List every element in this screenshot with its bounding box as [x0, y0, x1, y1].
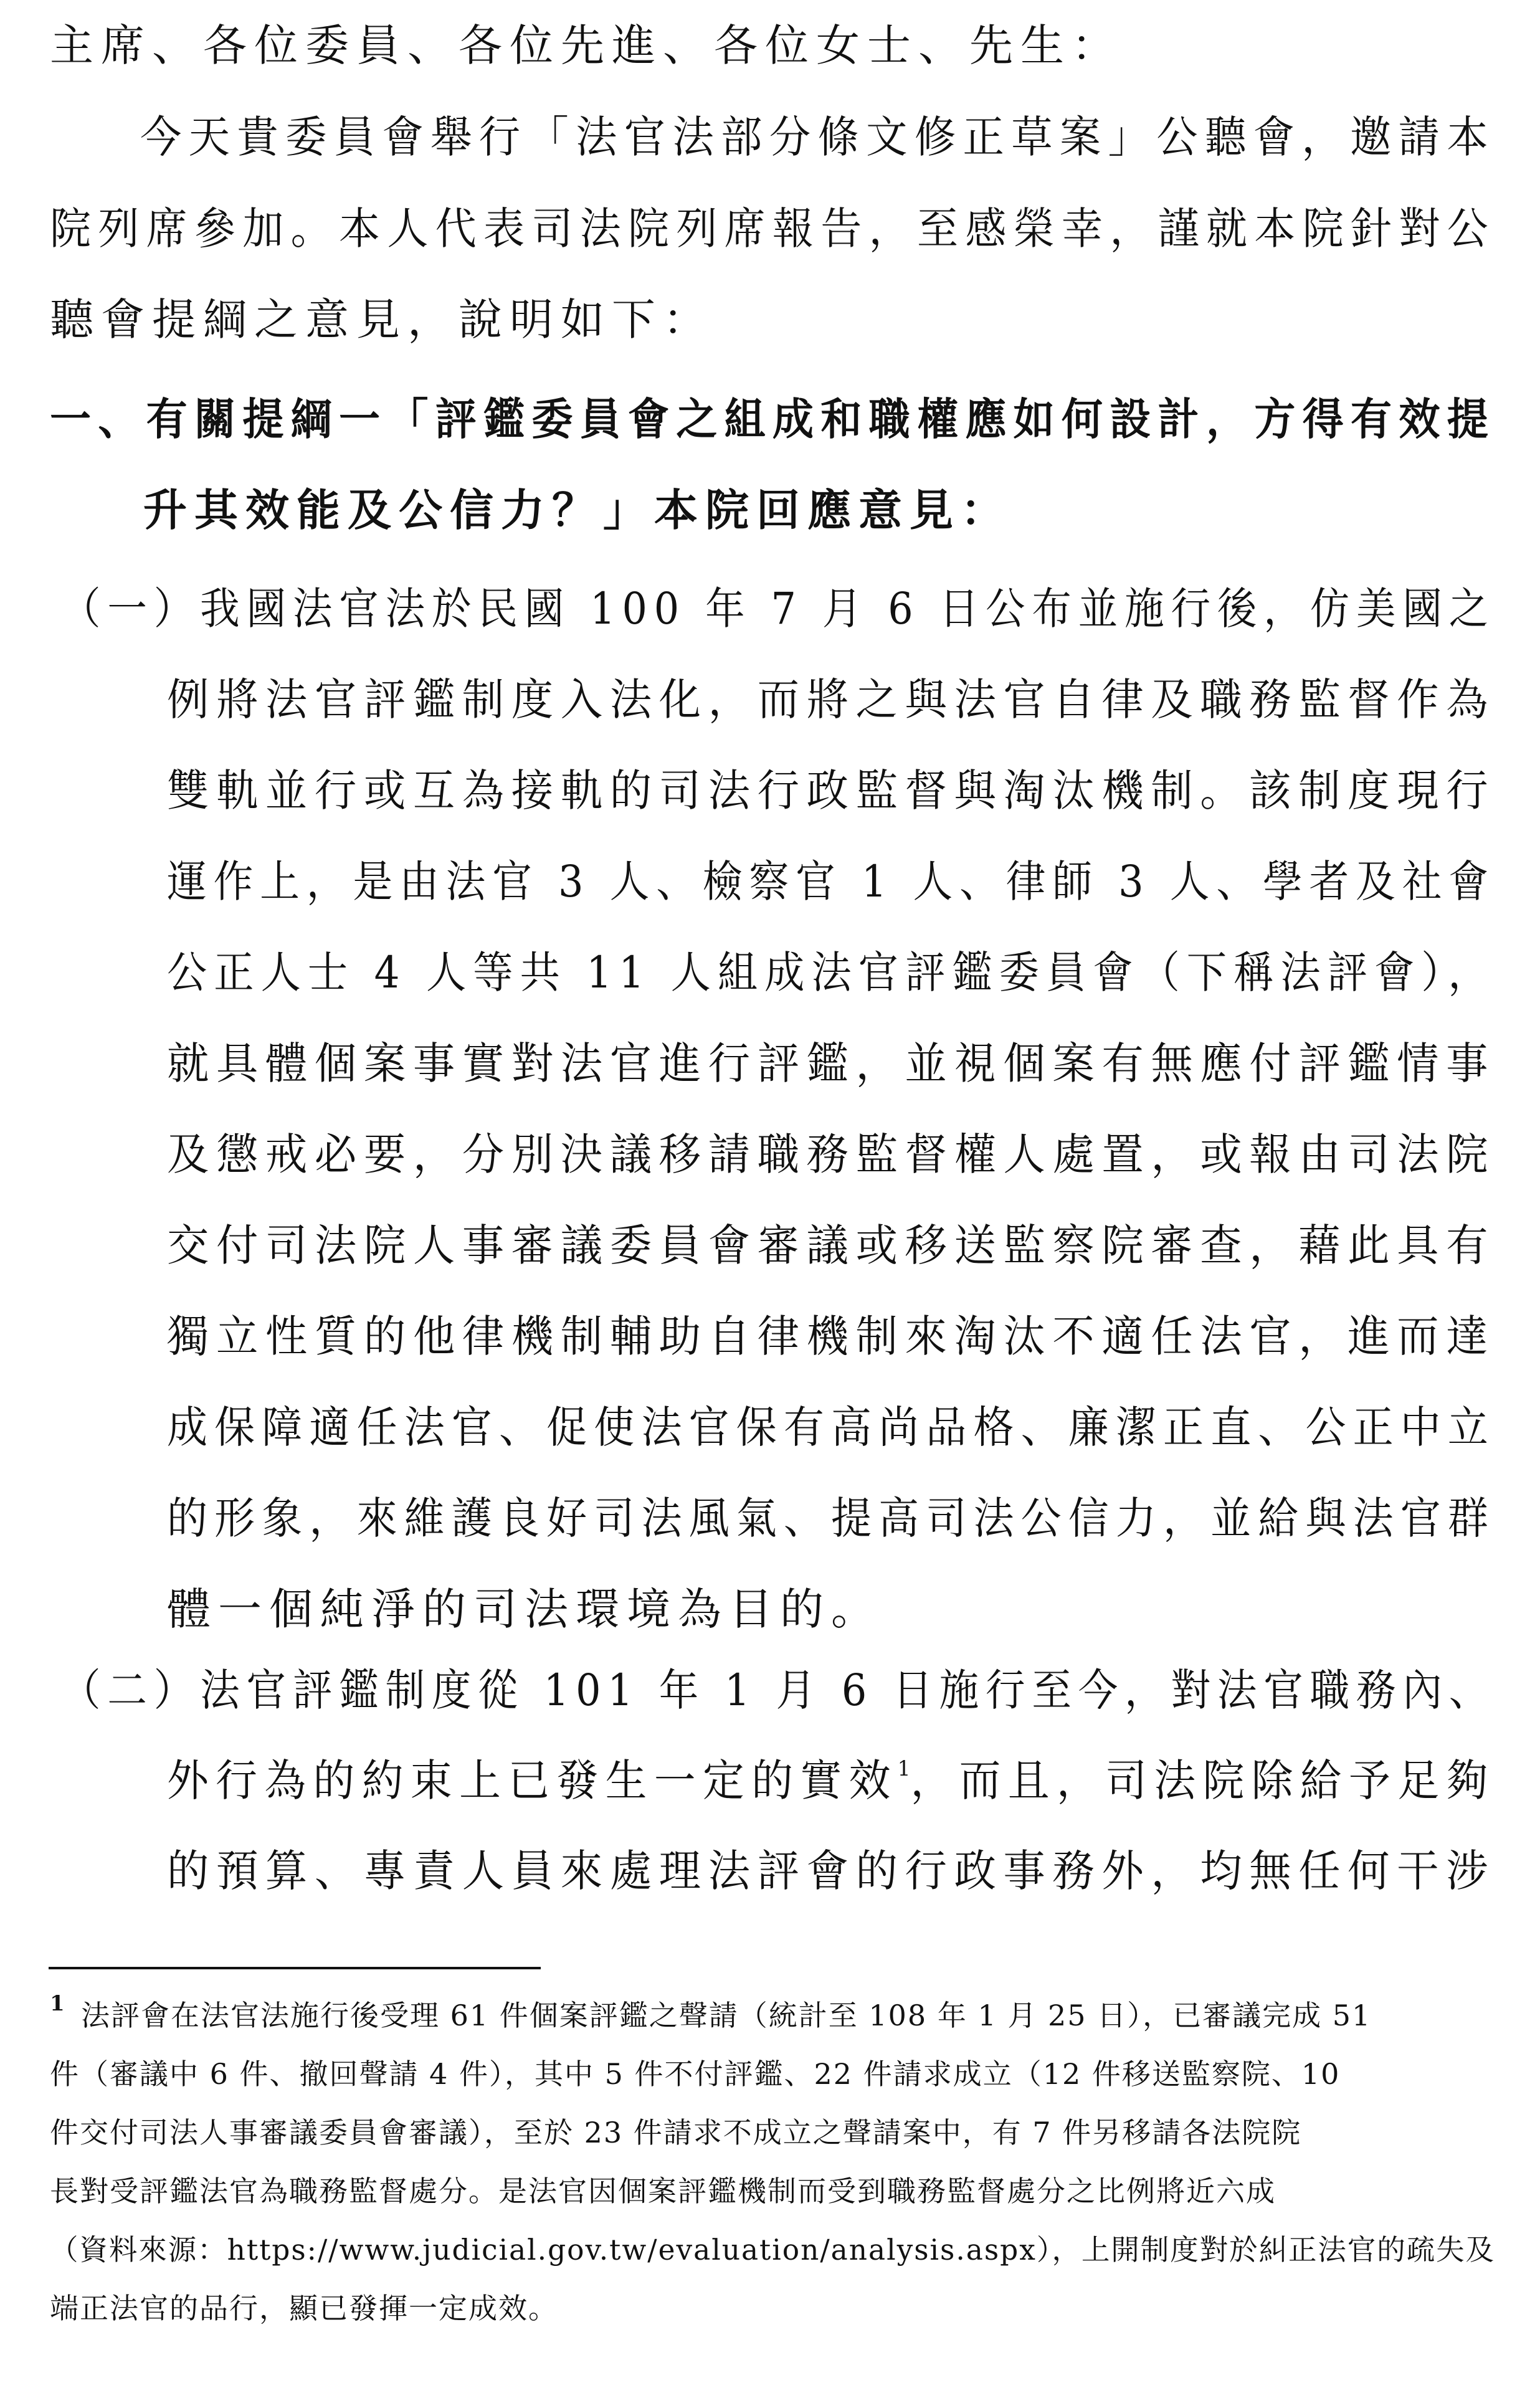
footnote-reference[interactable]: 1	[897, 1756, 911, 1781]
footnote-line-6: 端正法官的品行，顯已發揮一定成效。	[50, 2291, 558, 2325]
para1-line-5: 公正人士 4 人等共 11 人組成法官評鑑委員會（下稱法評會），	[167, 947, 1495, 998]
section1-heading-line-2: 升其效能及公信力？」本院回應意見：	[143, 484, 1012, 536]
footnote-line-3: 件交付司法人事審議委員會審議），至於 23 件請求不成立之聲請案中，有 7 件另移請各法院院	[50, 2116, 1302, 2149]
para1-line-10: 成保障適任法官、促使法官保有高尚品格、廉潔正直、公正中立	[167, 1402, 1496, 1453]
footnote-number: 1	[50, 1991, 65, 2016]
salutation: 主席、各位委員、各位先進、各位女士、先生：	[50, 20, 1123, 71]
para2-line-3: 的預算、專責人員來處理法評會的行政事務外，均無任何干涉	[167, 1845, 1496, 1896]
para2-line-2-text-a: 外行為的約束上已發生一定的實效	[167, 1755, 898, 1806]
para1-line-2: 例將法官評鑑制度入法化，而將之與法官自律及職務監督作為	[167, 674, 1496, 725]
para1-line-11: 的形象，來維護良好司法風氣、提高司法公信力，並給與法官群	[167, 1493, 1496, 1544]
footnote-separator	[49, 1967, 541, 1969]
footnote-line-4: 長對受評鑑法官為職務監督處分。是法官因個案評鑑機制而受到職務監督處分之比例將近六成	[50, 2174, 1276, 2208]
para1-line-1: （一）我國法官法於民國 100 年 7 月 6 日公布並施行後，仿美國之	[61, 583, 1496, 634]
footnote-line-5: （資料來源：https://www.judicial.gov.tw/evaluation/analysis.aspx），上開制度對於糾正法官的疏失及	[50, 2233, 1495, 2267]
intro-line-2: 院列席參加。本人代表司法院列席報告，至感榮幸，謹就本院針對公	[50, 203, 1496, 254]
para2-line-2	[167, 1755, 1495, 1806]
para1-line-7: 及懲戒必要，分別決議移請職務監督權人處置，或報由司法院	[167, 1129, 1496, 1180]
intro-line-3: 聽會提綱之意見，說明如下：	[50, 294, 714, 345]
para1-line-6: 就具體個案事實對法官進行評鑑，並視個案有無應付評鑑情事	[167, 1038, 1496, 1089]
para2-line-1: （二）法官評鑑制度從 101 年 1 月 6 日施行至今，對法官職務內、	[61, 1665, 1496, 1716]
para1-line-9: 獨立性質的他律機制輔助自律機制來淘汰不適任法官，進而達	[167, 1311, 1496, 1362]
intro-line-1: 今天貴委員會舉行「法官法部分條文修正草案」公聽會，邀請本	[140, 112, 1496, 163]
para1-line-4: 運作上，是由法官 3 人、檢察官 1 人、律師 3 人、學者及社會	[167, 856, 1496, 907]
footnote-line-1: 法評會在法官法施行後受理 61 件個案評鑑之聲請（統計至 108 年 1 月 25 日），已審議完成 51	[81, 1999, 1372, 2032]
footnote-line-2: 件（審議中 6 件、撤回聲請 4 件），其中 5 件不付評鑑、22 件請求成立（12 件移送監察院、10	[50, 2057, 1341, 2091]
section1-heading-line-1: 一、有關提綱一「評鑑委員會之組成和職權應如何設計，方得有效提	[50, 393, 1496, 445]
para2-line-2-text-b: ，而且，司法院除給予足夠	[910, 1755, 1495, 1806]
para1-line-8: 交付司法院人事審議委員會審議或移送監察院審查，藉此具有	[167, 1220, 1496, 1271]
para1-line-3: 雙軌並行或互為接軌的司法行政監督與淘汰機制。該制度現行	[167, 765, 1496, 816]
para1-line-12: 體一個純淨的司法環境為目的。	[167, 1584, 882, 1635]
